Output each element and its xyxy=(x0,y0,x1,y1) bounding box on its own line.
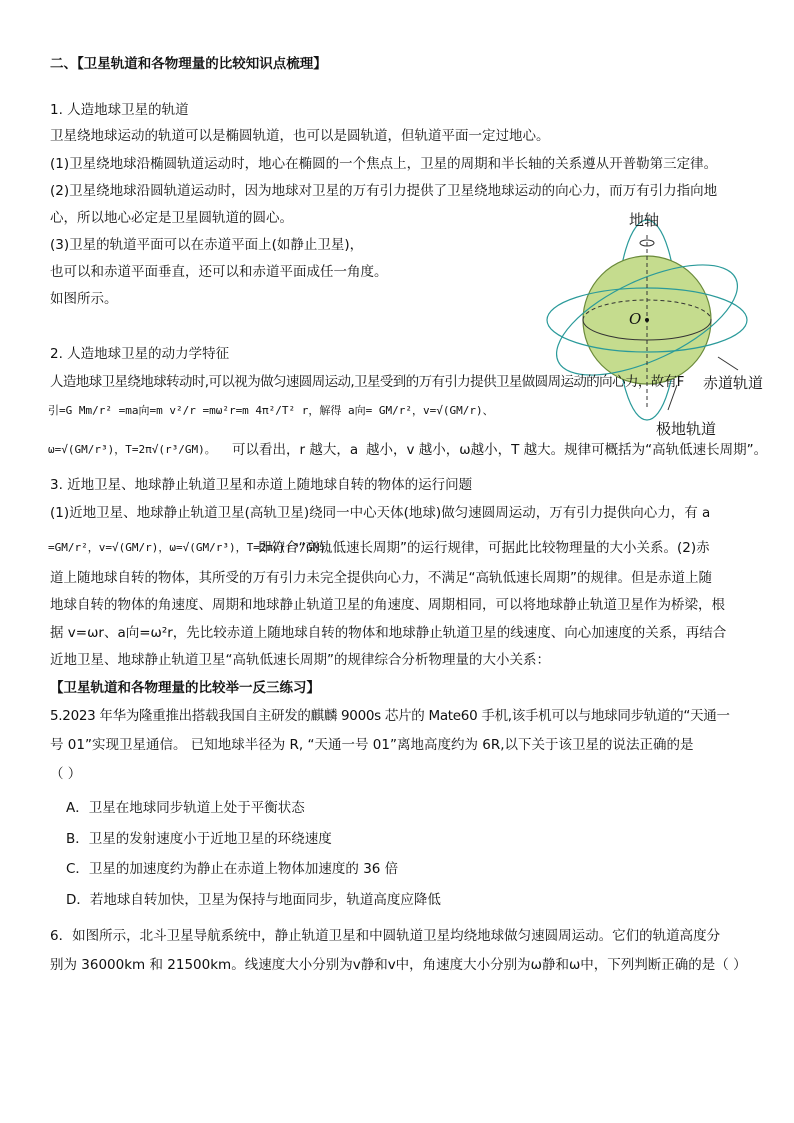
s3-p2b: 即符合“高轨低速长周期”的运行规律，可据此比较物理量的大小关系。(2)赤 xyxy=(258,540,710,556)
s1-p4c: 如图所示。 xyxy=(50,291,118,307)
earth-orbit-diagram xyxy=(540,205,775,440)
earth-center-dot xyxy=(645,318,649,322)
s3-heading: 3. 近地卫星、地球静止轨道卫星和赤道上随地球自转的物体的运行问题 xyxy=(50,477,473,493)
equator-leader xyxy=(718,357,738,370)
q5-option-d: D．若地球自转加快，卫星为保持与地面同步，轨道高度应降低 xyxy=(66,892,441,908)
s3-p1: (1)近地卫星、地球静止轨道卫星(高轨卫星)绕同一中心天体(地球)做匀速圆周运动，万有引力提供向心力，有 a xyxy=(50,505,711,521)
s1-p3b: 心，所以地心必定是卫星圆轨道的圆心。 xyxy=(50,210,293,226)
equator-orbit-label: 赤道轨道 xyxy=(703,374,764,392)
s1-heading: 1. 人造地球卫星的轨道 xyxy=(50,102,189,118)
practice-title: 【卫星轨道和各物理量的比较举一反三练习】 xyxy=(50,680,320,696)
section-title: 二、【卫星轨道和各物理量的比较知识点梳理】 xyxy=(50,56,327,72)
s3-p6: 近地卫星、地球静止轨道卫星“高轨低速长周期”的规律综合分析物理量的大小关系： xyxy=(50,652,550,668)
center-label: O xyxy=(629,310,642,328)
q5-option-b: B．卫星的发射速度小于近地卫星的环绕速度 xyxy=(66,831,332,847)
orbit-figure xyxy=(540,205,775,440)
s2-formula1: 引=G Mm/r² =ma向=m v²/r =mω²r=m 4π²/T² r，解得 a向= GM/r²，v=√(GM/r)、 xyxy=(48,404,494,417)
s1-p3a: (2)卫星绕地球沿圆轨道运动时，因为地球对卫星的万有引力提供了卫星绕地球运动的向心力，而万有引力指向地 xyxy=(50,183,718,199)
s3-p3: 道上随地球自转的物体，其所受的万有引力未完全提供向心力，不满足“高轨低速长周期”的规律。但是赤道上随 xyxy=(50,570,712,586)
s2-formula2a: ω=√(GM/r³)，T=2π√(r³/GM)。 xyxy=(48,443,216,456)
s2-heading: 2. 人造地球卫星的动力学特征 xyxy=(50,346,230,362)
q5-option-a: A．卫星在地球同步轨道上处于平衡状态 xyxy=(66,800,305,816)
q5-stem1: 5.2023 年华为隆重推出搭载我国自主研发的麒麟 9000s 芯片的 Mate60 手机,该手机可以与地球同步轨道的“天通一 xyxy=(50,708,730,724)
q5-option-c: C．卫星的加速度约为静止在赤道上物体加速度的 36 倍 xyxy=(66,861,399,877)
s1-p1: 卫星绕地球运动的轨道可以是椭圆轨道，也可以是圆轨道，但轨道平面一定过地心。 xyxy=(50,128,550,144)
s3-p4: 地球自转的物体的角速度、周期和地球静止轨道卫星的角速度、周期相同，可以将地球静止轨道卫星作为桥梁，根 xyxy=(50,597,725,613)
s2-formula2b: 可以看出，r 越大，a xyxy=(232,442,359,458)
s3-p5: 据 v=ωr、a向=ω²r，先比较赤道上随地球自转的物体和地球静止轨道卫星的线速度、向心加速度的关系，再结合 xyxy=(50,625,727,641)
s2-p1: 人造地球卫星绕地球转动时,可以视为做匀速圆周运动,卫星受到的万有引力提供卫星做圆周运动的向心力，故有F xyxy=(50,374,684,390)
s1-p4a: (3)卫星的轨道平面可以在赤道平面上(如静止卫星)， xyxy=(50,237,364,253)
q6-stem1: 6．如图所示，北斗卫星导航系统中，静止轨道卫星和中圆轨道卫星均绕地球做匀速圆周运动。它们的轨道高度分 xyxy=(50,928,721,944)
s3-p2a: =GM/r²，v=√(GM/r)，ω=√(GM/r³)，T=2π√(r³/GM)， xyxy=(48,541,338,554)
s1-p2: (1)卫星绕地球沿椭圆轨道运动时，地心在椭圆的一个焦点上，卫星的周期和半长轴的关系遵从开普勒第三定律。 xyxy=(50,156,718,172)
s2-formula2c: 越小，v 越小，ω越小，T 越大。规律可概括为“高轨低速长周期”。 xyxy=(366,442,768,458)
axis-label: 地轴 xyxy=(629,211,660,229)
q5-stem2: 号 01”实现卫星通信。 已知地球半径为 R, “天通一号 01”离地高度约为 6R,以下关于该卫星的说法正确的是 xyxy=(50,737,694,753)
q6-stem2: 别为 36000km 和 21500km。线速度大小分别为v静和v中，角速度大小分别为ω静和ω中，下列判断正确的是（ ） xyxy=(50,957,747,973)
polar-orbit-label: 极地轨道 xyxy=(656,420,717,438)
s1-p4b: 也可以和赤道平面垂直，还可以和赤道平面成任一角度。 xyxy=(50,264,388,280)
q5-blank: （ ） xyxy=(50,766,82,782)
